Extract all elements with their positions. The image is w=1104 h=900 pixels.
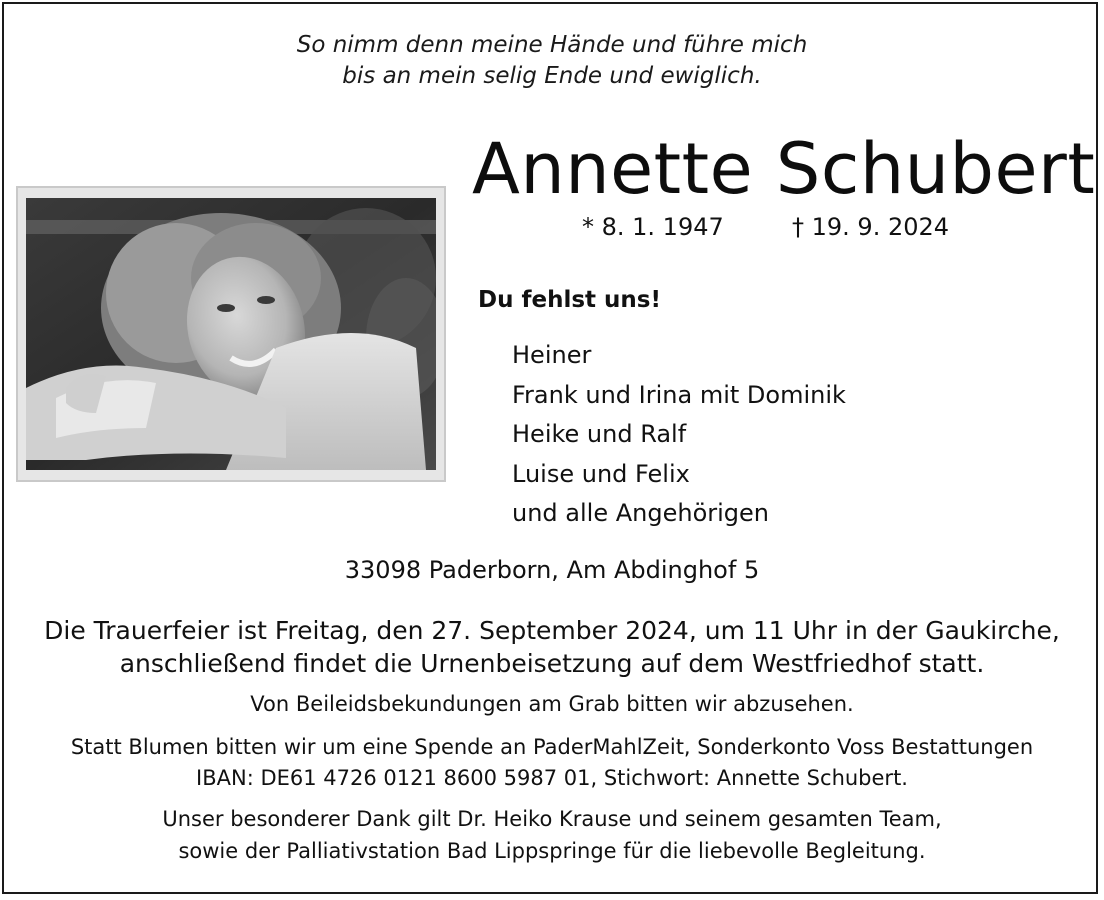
- list-item: Heike und Ralf: [512, 420, 687, 448]
- list-item: Luise und Felix: [512, 459, 690, 488]
- list-item: Frank und Irina mit Dominik: [512, 380, 846, 409]
- greeting: Du fehlst uns!: [478, 287, 661, 313]
- list-item: und alle Angehörigen: [512, 499, 769, 527]
- thanks-line: Unser besonderer Dank gilt Dr. Heiko Krause und seinem gesamten Team,: [162, 807, 942, 831]
- service-line: Die Trauerfeier ist Freitag, den 27. September 2024, um 11 Uhr in der Gaukirche,: [44, 616, 1060, 645]
- mourners-list: [512, 336, 846, 534]
- deceased-name: Annette Schubert: [472, 128, 1096, 210]
- thanks-line: sowie der Palliativstation Bad Lippspringe für die liebevolle Begleitung.: [178, 839, 926, 863]
- portrait-mount: [16, 186, 446, 482]
- donation-line: IBAN: DE61 4726 0121 8600 5987 01, Stichwort: Annette Schubert.: [196, 766, 908, 790]
- service-line: anschließend findet die Urnenbeisetzung auf dem Westfriedhof statt.: [119, 649, 985, 678]
- donation-info: [0, 732, 1104, 794]
- thanks-note: [0, 803, 1104, 867]
- death-date: † 19. 9. 2024: [792, 213, 950, 241]
- portrait-photo: [26, 198, 436, 470]
- donation-line: Statt Blumen bitten wir um eine Spende an PaderMahlZeit, Sonderkonto Voss Bestattungen: [70, 735, 1034, 759]
- condolence-note: Von Beileidsbekundungen am Grab bitten wir abzusehen.: [250, 692, 854, 716]
- verse-line: So nimm denn meine Hände und führe mich: [296, 32, 808, 58]
- birth-date: * 8. 1. 1947: [582, 213, 724, 241]
- verse: [0, 30, 1104, 92]
- address: 33098 Paderborn, Am Abdinghof 5: [344, 556, 760, 584]
- list-item: Heiner: [512, 341, 592, 369]
- verse-line: bis an mein selig Ende und ewiglich.: [342, 63, 762, 89]
- service-info: [0, 614, 1104, 680]
